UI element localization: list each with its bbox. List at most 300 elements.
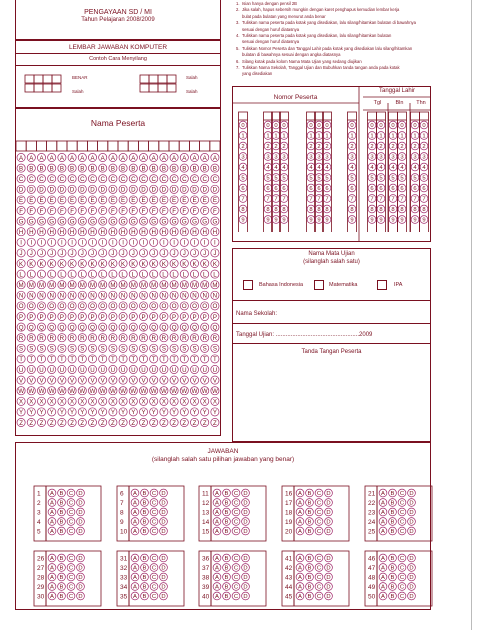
nama-bubble-D[interactable] bbox=[170, 185, 178, 193]
nama-bubble-B[interactable] bbox=[78, 164, 86, 172]
nama-bubble-Q[interactable] bbox=[150, 323, 158, 331]
answer-bubble-A[interactable] bbox=[296, 518, 304, 526]
nama-bubble-C[interactable] bbox=[139, 175, 147, 183]
answer-bubble-A[interactable] bbox=[131, 573, 139, 581]
nama-bubble-Z[interactable] bbox=[119, 418, 127, 426]
tgl-bubble-7[interactable] bbox=[411, 195, 419, 203]
answer-bubble-D[interactable] bbox=[77, 564, 85, 572]
answer-bubble-D[interactable] bbox=[408, 499, 416, 507]
answer-bubble-D[interactable] bbox=[77, 573, 85, 581]
nomor-bubble-2[interactable] bbox=[264, 142, 272, 150]
nomor-bubble-4[interactable] bbox=[272, 163, 280, 171]
nama-bubble-N[interactable] bbox=[150, 291, 158, 299]
nama-bubble-T[interactable] bbox=[160, 355, 168, 363]
nomor-bubble-4[interactable] bbox=[280, 163, 288, 171]
nama-bubble-U[interactable] bbox=[190, 365, 198, 373]
answer-bubble-B[interactable] bbox=[58, 592, 66, 600]
tgl-bubble-2[interactable] bbox=[389, 142, 397, 150]
nama-bubble-M[interactable] bbox=[68, 281, 76, 289]
nama-bubble-Q[interactable] bbox=[170, 323, 178, 331]
nama-bubble-D[interactable] bbox=[129, 185, 137, 193]
nama-bubble-Q[interactable] bbox=[68, 323, 76, 331]
tgl-bubble-2[interactable] bbox=[377, 142, 385, 150]
nama-bubble-S[interactable] bbox=[78, 344, 86, 352]
nama-bubble-S[interactable] bbox=[190, 344, 198, 352]
nomor-bubble-9[interactable] bbox=[272, 216, 280, 224]
nomor-bubble-7[interactable] bbox=[264, 195, 272, 203]
nama-bubble-W[interactable] bbox=[201, 387, 209, 395]
nomor-bubble-0[interactable] bbox=[272, 121, 280, 129]
nama-bubble-K[interactable] bbox=[58, 259, 66, 267]
nama-bubble-B[interactable] bbox=[17, 164, 25, 172]
nama-bubble-V[interactable] bbox=[27, 376, 35, 384]
nama-bubble-Y[interactable] bbox=[68, 408, 76, 416]
nomor-bubble-6[interactable] bbox=[323, 184, 331, 192]
answer-bubble-B[interactable] bbox=[223, 508, 231, 516]
tgl-bubble-8[interactable] bbox=[411, 205, 419, 213]
nama-bubble-S[interactable] bbox=[201, 344, 209, 352]
tgl-bubble-8[interactable] bbox=[377, 205, 385, 213]
nama-bubble-B[interactable] bbox=[190, 164, 198, 172]
answer-bubble-B[interactable] bbox=[141, 554, 149, 562]
nama-bubble-W[interactable] bbox=[160, 387, 168, 395]
nama-bubble-V[interactable] bbox=[139, 376, 147, 384]
nama-bubble-E[interactable] bbox=[201, 196, 209, 204]
answer-bubble-B[interactable] bbox=[141, 499, 149, 507]
nama-bubble-J[interactable] bbox=[17, 249, 25, 257]
nama-bubble-O[interactable] bbox=[78, 302, 86, 310]
nama-bubble-V[interactable] bbox=[129, 376, 137, 384]
nama-bubble-K[interactable] bbox=[180, 259, 188, 267]
nama-bubble-R[interactable] bbox=[211, 334, 219, 342]
nama-bubble-Z[interactable] bbox=[129, 418, 137, 426]
nama-bubble-Q[interactable] bbox=[109, 323, 117, 331]
nama-bubble-L[interactable] bbox=[58, 270, 66, 278]
answer-bubble-C[interactable] bbox=[398, 583, 406, 591]
nama-bubble-O[interactable] bbox=[119, 302, 127, 310]
nama-bubble-J[interactable] bbox=[150, 249, 158, 257]
nomor-bubble-1[interactable] bbox=[315, 132, 323, 140]
nama-bubble-V[interactable] bbox=[211, 376, 219, 384]
nomor-bubble-7[interactable] bbox=[315, 195, 323, 203]
answer-bubble-D[interactable] bbox=[408, 573, 416, 581]
nama-bubble-D[interactable] bbox=[119, 185, 127, 193]
nama-bubble-L[interactable] bbox=[99, 270, 107, 278]
answer-bubble-C[interactable] bbox=[315, 573, 323, 581]
answer-bubble-C[interactable] bbox=[315, 499, 323, 507]
nama-bubble-D[interactable] bbox=[17, 185, 25, 193]
nama-bubble-Y[interactable] bbox=[180, 408, 188, 416]
nama-bubble-I[interactable] bbox=[58, 238, 66, 246]
tgl-bubble-0[interactable] bbox=[368, 121, 376, 129]
nama-bubble-C[interactable] bbox=[58, 175, 66, 183]
nama-bubble-Q[interactable] bbox=[58, 323, 66, 331]
nomor-bubble-2[interactable] bbox=[272, 142, 280, 150]
tgl-bubble-9[interactable] bbox=[377, 216, 385, 224]
nama-bubble-M[interactable] bbox=[27, 281, 35, 289]
nomor-bubble-5[interactable] bbox=[315, 174, 323, 182]
answer-bubble-B[interactable] bbox=[389, 499, 397, 507]
nama-bubble-E[interactable] bbox=[190, 196, 198, 204]
answer-bubble-C[interactable] bbox=[232, 508, 240, 516]
nama-bubble-N[interactable] bbox=[99, 291, 107, 299]
nama-bubble-R[interactable] bbox=[99, 334, 107, 342]
nomor-bubble-6[interactable] bbox=[315, 184, 323, 192]
nama-bubble-W[interactable] bbox=[68, 387, 76, 395]
nama-bubble-Y[interactable] bbox=[190, 408, 198, 416]
nama-bubble-O[interactable] bbox=[58, 302, 66, 310]
answer-bubble-A[interactable] bbox=[213, 583, 221, 591]
nama-bubble-N[interactable] bbox=[37, 291, 45, 299]
nama-bubble-R[interactable] bbox=[190, 334, 198, 342]
answer-bubble-D[interactable] bbox=[325, 499, 333, 507]
nama-bubble-X[interactable] bbox=[160, 397, 168, 405]
nama-bubble-B[interactable] bbox=[58, 164, 66, 172]
nama-bubble-E[interactable] bbox=[17, 196, 25, 204]
answer-bubble-B[interactable] bbox=[223, 518, 231, 526]
nama-bubble-K[interactable] bbox=[68, 259, 76, 267]
answer-bubble-A[interactable] bbox=[296, 554, 304, 562]
nama-bubble-Q[interactable] bbox=[160, 323, 168, 331]
nama-bubble-Y[interactable] bbox=[201, 408, 209, 416]
nama-bubble-L[interactable] bbox=[129, 270, 137, 278]
nama-bubble-Y[interactable] bbox=[99, 408, 107, 416]
nama-bubble-S[interactable] bbox=[180, 344, 188, 352]
nama-bubble-C[interactable] bbox=[160, 175, 168, 183]
nama-bubble-I[interactable] bbox=[150, 238, 158, 246]
nomor-bubble-1[interactable] bbox=[348, 132, 356, 140]
nama-bubble-F[interactable] bbox=[170, 206, 178, 214]
nama-bubble-G[interactable] bbox=[170, 217, 178, 225]
nama-bubble-Z[interactable] bbox=[48, 418, 56, 426]
nama-bubble-U[interactable] bbox=[68, 365, 76, 373]
nama-bubble-V[interactable] bbox=[17, 376, 25, 384]
nama-bubble-A[interactable] bbox=[78, 153, 86, 161]
nama-bubble-Z[interactable] bbox=[17, 418, 25, 426]
answer-bubble-B[interactable] bbox=[389, 527, 397, 535]
answer-bubble-A[interactable] bbox=[131, 554, 139, 562]
nama-bubble-T[interactable] bbox=[109, 355, 117, 363]
nama-bubble-I[interactable] bbox=[37, 238, 45, 246]
nama-bubble-S[interactable] bbox=[160, 344, 168, 352]
answer-bubble-A[interactable] bbox=[213, 508, 221, 516]
nama-bubble-R[interactable] bbox=[160, 334, 168, 342]
nama-bubble-S[interactable] bbox=[37, 344, 45, 352]
nama-bubble-J[interactable] bbox=[109, 249, 117, 257]
nama-bubble-W[interactable] bbox=[129, 387, 137, 395]
answer-bubble-B[interactable] bbox=[389, 573, 397, 581]
nama-bubble-U[interactable] bbox=[129, 365, 137, 373]
nama-bubble-X[interactable] bbox=[211, 397, 219, 405]
nama-bubble-W[interactable] bbox=[109, 387, 117, 395]
nama-bubble-E[interactable] bbox=[58, 196, 66, 204]
nama-bubble-W[interactable] bbox=[139, 387, 147, 395]
nama-bubble-M[interactable] bbox=[109, 281, 117, 289]
nama-bubble-X[interactable] bbox=[99, 397, 107, 405]
nama-bubble-E[interactable] bbox=[68, 196, 76, 204]
nama-bubble-K[interactable] bbox=[109, 259, 117, 267]
nama-bubble-N[interactable] bbox=[119, 291, 127, 299]
nama-bubble-K[interactable] bbox=[88, 259, 96, 267]
tgl-bubble-8[interactable] bbox=[368, 205, 376, 213]
nama-bubble-K[interactable] bbox=[119, 259, 127, 267]
answer-bubble-B[interactable] bbox=[141, 489, 149, 497]
nama-bubble-E[interactable] bbox=[119, 196, 127, 204]
nama-bubble-W[interactable] bbox=[150, 387, 158, 395]
nama-bubble-F[interactable] bbox=[160, 206, 168, 214]
nama-bubble-R[interactable] bbox=[139, 334, 147, 342]
answer-bubble-C[interactable] bbox=[398, 527, 406, 535]
answer-bubble-B[interactable] bbox=[141, 573, 149, 581]
nomor-bubble-7[interactable] bbox=[348, 195, 356, 203]
answer-bubble-D[interactable] bbox=[77, 527, 85, 535]
nama-bubble-R[interactable] bbox=[27, 334, 35, 342]
answer-bubble-A[interactable] bbox=[131, 499, 139, 507]
nama-bubble-N[interactable] bbox=[48, 291, 56, 299]
nama-bubble-H[interactable] bbox=[129, 228, 137, 236]
nama-bubble-N[interactable] bbox=[190, 291, 198, 299]
nomor-bubble-4[interactable] bbox=[239, 163, 247, 171]
answer-bubble-D[interactable] bbox=[160, 499, 168, 507]
nama-bubble-L[interactable] bbox=[37, 270, 45, 278]
nama-bubble-K[interactable] bbox=[139, 259, 147, 267]
nama-bubble-A[interactable] bbox=[180, 153, 188, 161]
nama-bubble-Q[interactable] bbox=[37, 323, 45, 331]
nama-bubble-K[interactable] bbox=[17, 259, 25, 267]
nama-bubble-T[interactable] bbox=[180, 355, 188, 363]
answer-bubble-C[interactable] bbox=[398, 554, 406, 562]
nama-bubble-G[interactable] bbox=[48, 217, 56, 225]
answer-bubble-A[interactable] bbox=[213, 554, 221, 562]
nama-bubble-K[interactable] bbox=[170, 259, 178, 267]
nama-bubble-R[interactable] bbox=[68, 334, 76, 342]
nama-bubble-L[interactable] bbox=[150, 270, 158, 278]
answer-bubble-B[interactable] bbox=[306, 489, 314, 497]
answer-bubble-A[interactable] bbox=[296, 583, 304, 591]
nama-bubble-L[interactable] bbox=[139, 270, 147, 278]
nama-bubble-Z[interactable] bbox=[27, 418, 35, 426]
nama-bubble-K[interactable] bbox=[150, 259, 158, 267]
nomor-bubble-7[interactable] bbox=[239, 195, 247, 203]
nama-bubble-R[interactable] bbox=[109, 334, 117, 342]
nama-bubble-Z[interactable] bbox=[58, 418, 66, 426]
nama-bubble-J[interactable] bbox=[48, 249, 56, 257]
tgl-bubble-9[interactable] bbox=[389, 216, 397, 224]
nama-bubble-X[interactable] bbox=[88, 397, 96, 405]
nama-bubble-V[interactable] bbox=[68, 376, 76, 384]
nama-bubble-M[interactable] bbox=[119, 281, 127, 289]
nama-bubble-M[interactable] bbox=[129, 281, 137, 289]
nama-bubble-O[interactable] bbox=[180, 302, 188, 310]
nama-bubble-Q[interactable] bbox=[190, 323, 198, 331]
nama-bubble-G[interactable] bbox=[119, 217, 127, 225]
nomor-bubble-8[interactable] bbox=[348, 205, 356, 213]
nama-bubble-E[interactable] bbox=[37, 196, 45, 204]
nama-bubble-L[interactable] bbox=[170, 270, 178, 278]
nama-bubble-S[interactable] bbox=[211, 344, 219, 352]
nama-bubble-H[interactable] bbox=[78, 228, 86, 236]
nama-bubble-O[interactable] bbox=[37, 302, 45, 310]
nama-bubble-X[interactable] bbox=[37, 397, 45, 405]
answer-bubble-D[interactable] bbox=[325, 592, 333, 600]
nama-bubble-L[interactable] bbox=[78, 270, 86, 278]
nama-bubble-Z[interactable] bbox=[109, 418, 117, 426]
nama-bubble-U[interactable] bbox=[37, 365, 45, 373]
tgl-bubble-2[interactable] bbox=[411, 142, 419, 150]
answer-bubble-D[interactable] bbox=[242, 527, 250, 535]
nama-bubble-I[interactable] bbox=[139, 238, 147, 246]
nama-bubble-B[interactable] bbox=[180, 164, 188, 172]
nama-bubble-D[interactable] bbox=[109, 185, 117, 193]
answer-bubble-D[interactable] bbox=[77, 518, 85, 526]
nomor-bubble-5[interactable] bbox=[272, 174, 280, 182]
nama-bubble-B[interactable] bbox=[170, 164, 178, 172]
nama-bubble-T[interactable] bbox=[27, 355, 35, 363]
nama-bubble-O[interactable] bbox=[68, 302, 76, 310]
nomor-bubble-4[interactable] bbox=[264, 163, 272, 171]
nama-bubble-P[interactable] bbox=[17, 312, 25, 320]
nama-bubble-S[interactable] bbox=[109, 344, 117, 352]
nomor-bubble-5[interactable] bbox=[280, 174, 288, 182]
tgl-bubble-1[interactable] bbox=[398, 132, 406, 140]
nama-bubble-P[interactable] bbox=[180, 312, 188, 320]
nama-bubble-M[interactable] bbox=[139, 281, 147, 289]
nomor-bubble-6[interactable] bbox=[348, 184, 356, 192]
nomor-bubble-0[interactable] bbox=[264, 121, 272, 129]
nama-bubble-G[interactable] bbox=[211, 217, 219, 225]
nama-bubble-H[interactable] bbox=[180, 228, 188, 236]
nama-bubble-H[interactable] bbox=[139, 228, 147, 236]
answer-bubble-C[interactable] bbox=[315, 564, 323, 572]
nama-bubble-V[interactable] bbox=[58, 376, 66, 384]
nama-bubble-F[interactable] bbox=[211, 206, 219, 214]
nama-bubble-K[interactable] bbox=[48, 259, 56, 267]
nama-bubble-O[interactable] bbox=[201, 302, 209, 310]
nama-bubble-A[interactable] bbox=[17, 153, 25, 161]
nama-bubble-M[interactable] bbox=[150, 281, 158, 289]
nomor-bubble-6[interactable] bbox=[307, 184, 315, 192]
nama-bubble-S[interactable] bbox=[129, 344, 137, 352]
nama-bubble-V[interactable] bbox=[180, 376, 188, 384]
nama-bubble-U[interactable] bbox=[139, 365, 147, 373]
tgl-bubble-4[interactable] bbox=[411, 163, 419, 171]
nama-bubble-J[interactable] bbox=[190, 249, 198, 257]
nama-bubble-B[interactable] bbox=[88, 164, 96, 172]
nama-bubble-I[interactable] bbox=[180, 238, 188, 246]
tgl-bubble-3[interactable] bbox=[377, 153, 385, 161]
nama-bubble-I[interactable] bbox=[201, 238, 209, 246]
nama-bubble-F[interactable] bbox=[88, 206, 96, 214]
nama-bubble-T[interactable] bbox=[58, 355, 66, 363]
answer-bubble-C[interactable] bbox=[150, 489, 158, 497]
nomor-bubble-9[interactable] bbox=[280, 216, 288, 224]
nama-bubble-F[interactable] bbox=[99, 206, 107, 214]
answer-bubble-A[interactable] bbox=[296, 592, 304, 600]
nama-bubble-I[interactable] bbox=[129, 238, 137, 246]
nama-bubble-Y[interactable] bbox=[129, 408, 137, 416]
nomor-bubble-6[interactable] bbox=[264, 184, 272, 192]
nama-bubble-R[interactable] bbox=[129, 334, 137, 342]
nama-bubble-X[interactable] bbox=[129, 397, 137, 405]
answer-bubble-B[interactable] bbox=[306, 527, 314, 535]
answer-bubble-D[interactable] bbox=[408, 508, 416, 516]
nama-bubble-S[interactable] bbox=[119, 344, 127, 352]
nama-bubble-Q[interactable] bbox=[129, 323, 137, 331]
nama-bubble-U[interactable] bbox=[109, 365, 117, 373]
answer-bubble-C[interactable] bbox=[315, 508, 323, 516]
answer-bubble-A[interactable] bbox=[296, 499, 304, 507]
nama-bubble-Y[interactable] bbox=[78, 408, 86, 416]
nama-bubble-K[interactable] bbox=[211, 259, 219, 267]
answer-bubble-A[interactable] bbox=[379, 489, 387, 497]
answer-bubble-A[interactable] bbox=[379, 592, 387, 600]
nama-bubble-C[interactable] bbox=[201, 175, 209, 183]
nama-bubble-S[interactable] bbox=[48, 344, 56, 352]
nama-bubble-I[interactable] bbox=[17, 238, 25, 246]
answer-bubble-D[interactable] bbox=[242, 489, 250, 497]
nama-bubble-Z[interactable] bbox=[170, 418, 178, 426]
tgl-bubble-2[interactable] bbox=[368, 142, 376, 150]
nama-bubble-J[interactable] bbox=[211, 249, 219, 257]
nomor-bubble-2[interactable] bbox=[348, 142, 356, 150]
nama-bubble-W[interactable] bbox=[211, 387, 219, 395]
nama-bubble-P[interactable] bbox=[170, 312, 178, 320]
nama-bubble-J[interactable] bbox=[99, 249, 107, 257]
nama-bubble-A[interactable] bbox=[139, 153, 147, 161]
nama-bubble-J[interactable] bbox=[37, 249, 45, 257]
nama-bubble-P[interactable] bbox=[201, 312, 209, 320]
nama-bubble-T[interactable] bbox=[17, 355, 25, 363]
nama-bubble-A[interactable] bbox=[27, 153, 35, 161]
answer-bubble-D[interactable] bbox=[242, 564, 250, 572]
answer-bubble-A[interactable] bbox=[213, 489, 221, 497]
nama-bubble-V[interactable] bbox=[170, 376, 178, 384]
answer-bubble-A[interactable] bbox=[48, 499, 56, 507]
nama-bubble-D[interactable] bbox=[78, 185, 86, 193]
answer-bubble-B[interactable] bbox=[141, 518, 149, 526]
nama-bubble-J[interactable] bbox=[170, 249, 178, 257]
nama-bubble-W[interactable] bbox=[119, 387, 127, 395]
nama-bubble-D[interactable] bbox=[139, 185, 147, 193]
nama-bubble-C[interactable] bbox=[170, 175, 178, 183]
answer-bubble-C[interactable] bbox=[67, 573, 75, 581]
answer-bubble-D[interactable] bbox=[242, 554, 250, 562]
answer-bubble-D[interactable] bbox=[77, 489, 85, 497]
nama-bubble-F[interactable] bbox=[48, 206, 56, 214]
answer-bubble-B[interactable] bbox=[306, 583, 314, 591]
answer-bubble-B[interactable] bbox=[223, 583, 231, 591]
nama-bubble-Y[interactable] bbox=[170, 408, 178, 416]
nama-bubble-G[interactable] bbox=[68, 217, 76, 225]
nama-bubble-F[interactable] bbox=[180, 206, 188, 214]
nama-bubble-R[interactable] bbox=[78, 334, 86, 342]
nomor-bubble-9[interactable] bbox=[315, 216, 323, 224]
nomor-bubble-3[interactable] bbox=[348, 153, 356, 161]
nama-bubble-F[interactable] bbox=[27, 206, 35, 214]
answer-bubble-B[interactable] bbox=[58, 573, 66, 581]
nomor-bubble-0[interactable] bbox=[239, 121, 247, 129]
nama-bubble-C[interactable] bbox=[37, 175, 45, 183]
nama-bubble-U[interactable] bbox=[160, 365, 168, 373]
nama-bubble-V[interactable] bbox=[160, 376, 168, 384]
nama-bubble-L[interactable] bbox=[201, 270, 209, 278]
nama-bubble-T[interactable] bbox=[201, 355, 209, 363]
answer-bubble-C[interactable] bbox=[150, 583, 158, 591]
answer-bubble-D[interactable] bbox=[408, 554, 416, 562]
nomor-bubble-6[interactable] bbox=[239, 184, 247, 192]
nama-bubble-M[interactable] bbox=[17, 281, 25, 289]
nama-bubble-O[interactable] bbox=[129, 302, 137, 310]
